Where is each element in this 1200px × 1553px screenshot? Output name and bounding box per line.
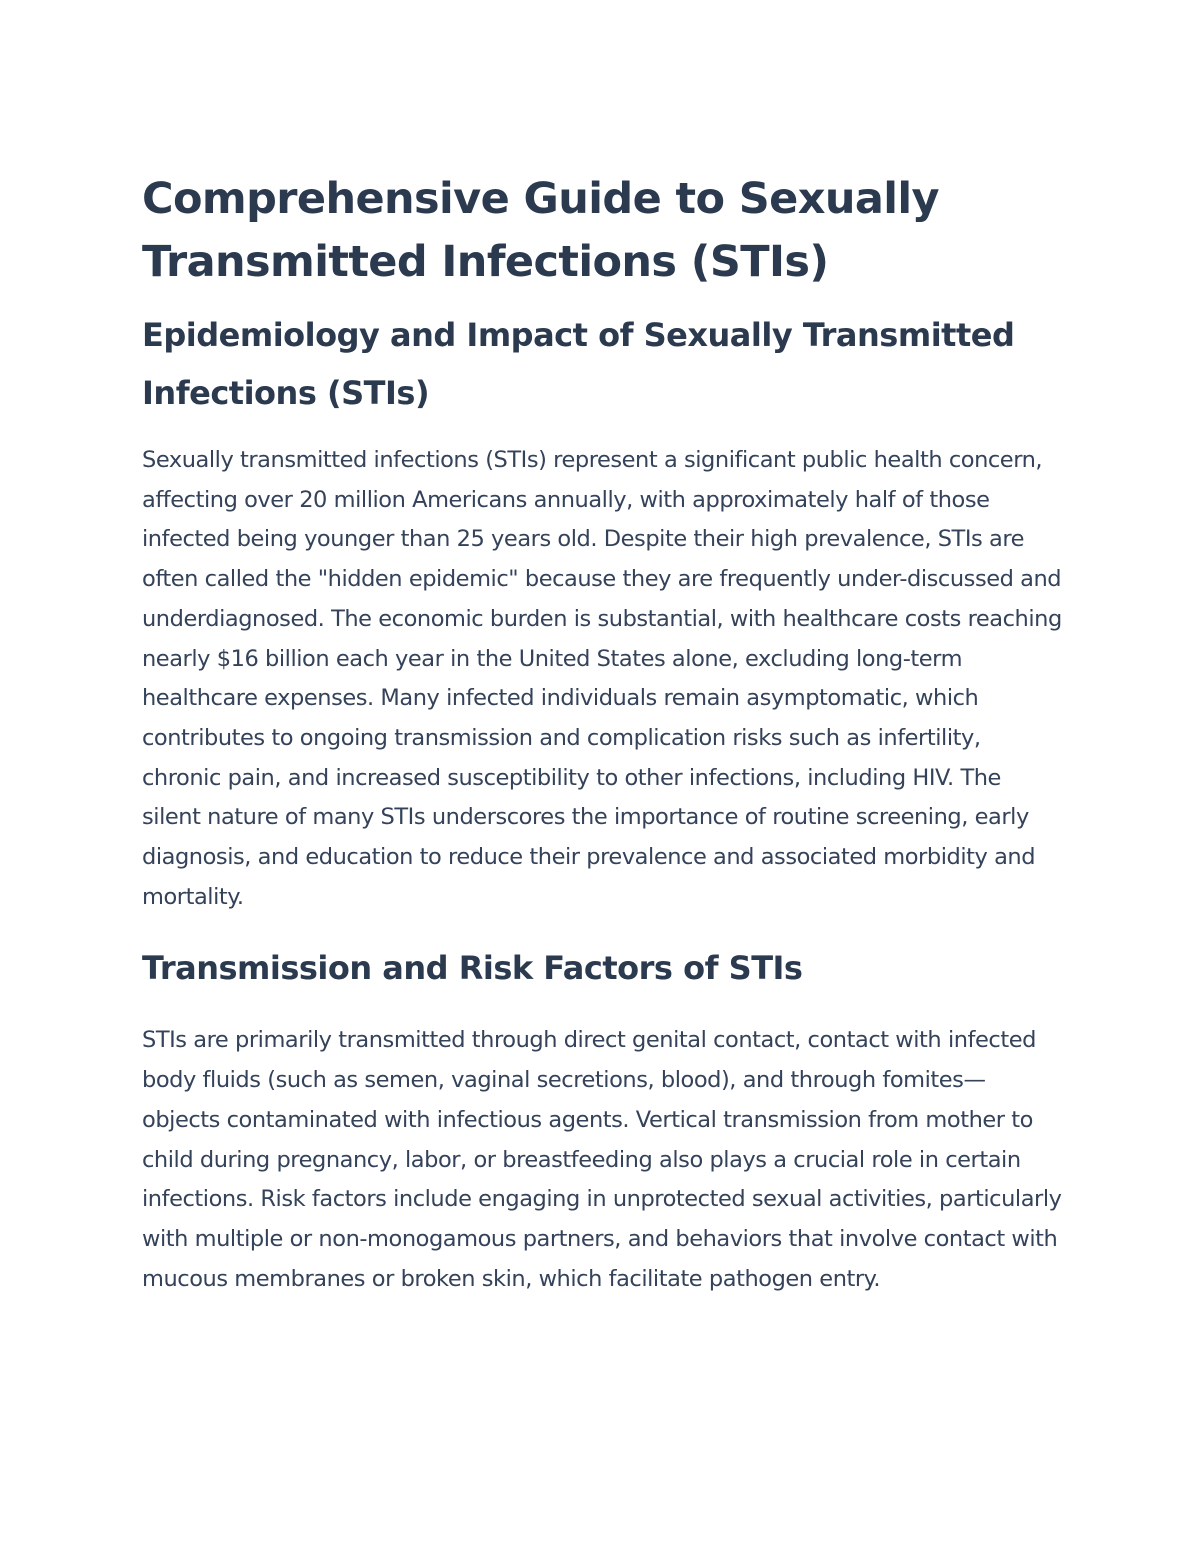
document-title: Comprehensive Guide to Sexually Transmitted Infections (STIs) bbox=[142, 174, 939, 287]
section-heading-epidemiology: Epidemiology and Impact of Sexually Transmitted Infections (STIs) bbox=[142, 316, 1015, 412]
section-body-epidemiology: Sexually transmitted infections (STIs) represent a significant public health concern, affecting over 20 million Americans annually, with approximately half of those infected being younger than 25 years old. Despite their high prevalence, STIs are often called the "hidden epidemic" because they are frequently under-discussed and underdiagnosed. The economic burden is substantial, with healthcare costs reaching nearly $16 billion each year in the United States alone, excluding long-term healthcare expenses. Many infected individuals remain asymptomatic, which contributes to ongoing transmission and complication risks such as infertility, chronic pain, and increased susceptibility to other infections, including HIV. The silent nature of many STIs underscores the importance of routine screening, early diagnosis, and education to reduce their prevalence and associated morbidity and mortality. bbox=[142, 447, 1062, 910]
section-heading-transmission: Transmission and Risk Factors of STIs bbox=[142, 949, 803, 988]
document-page bbox=[142, 168, 1062, 1299]
section-body-transmission: STIs are primarily transmitted through direct genital contact, contact with infected body fluids (such as semen, vaginal secretions, blood), and through fomites—objects contaminated with infectious agents. Vertical transmission from mother to child during pregnancy, labor, or breastfeeding also plays a crucial role in certain infections. Risk factors include engaging in unprotected sexual activities, particularly with multiple or non-monogamous partners, and behaviors that involve contact with mucous membranes or broken skin, which facilitate pathogen entry. bbox=[142, 1027, 1062, 1292]
